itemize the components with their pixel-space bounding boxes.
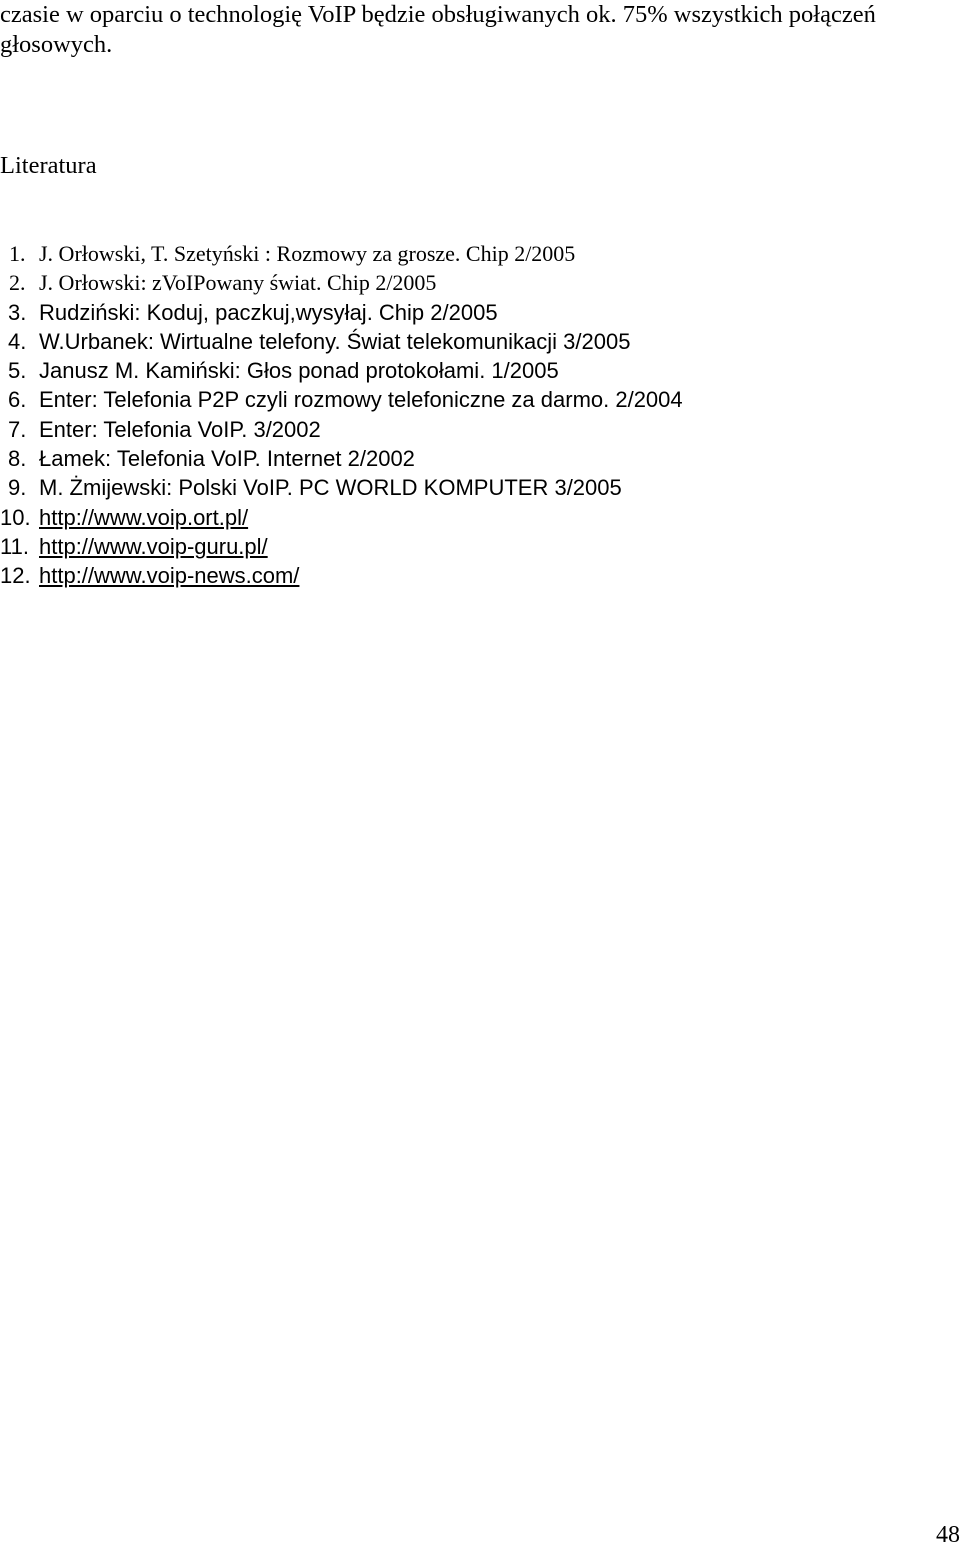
reference-link-voip-guru[interactable]: http://www.voip-guru.pl/ — [39, 533, 268, 559]
reference-link-voip-ort[interactable]: http://www.voip.ort.pl/ — [39, 504, 249, 530]
reference-number: 11. — [0, 533, 29, 559]
reference-text: M. Żmijewski: Polski VoIP. PC WORLD KOMPUTER 3/2005 — [39, 475, 622, 501]
reference-number: 2. — [9, 270, 26, 296]
reference-number: 5. — [8, 358, 27, 384]
intro-paragraph: czasie w oparciu o technologię VoIP będzie obsługiwanych ok. 75% wszystkich połączeń głosowych. — [0, 1, 876, 58]
reference-text: J. Orłowski, T. Szetyński : Rozmowy za grosze. Chip 2/2005 — [39, 241, 576, 266]
reference-text: W.Urbanek: Wirtualne telefony. Świat telekomunikacji 3/2005 — [39, 328, 631, 354]
reference-number: 9. — [8, 475, 27, 501]
reference-item-5 — [0, 356, 683, 385]
page-number: 48 — [936, 1522, 960, 1548]
reference-item-11 — [0, 532, 683, 561]
reference-number: 3. — [8, 299, 27, 325]
reference-number: 12. — [0, 563, 31, 589]
reference-number: 7. — [8, 416, 27, 442]
reference-item-3 — [0, 298, 683, 327]
reference-link-voip-news[interactable]: http://www.voip-news.com/ — [39, 563, 300, 589]
reference-item-2 — [0, 268, 683, 297]
reference-item-12 — [0, 561, 683, 590]
reference-item-8 — [0, 444, 683, 473]
section-heading-literatura: Literatura — [0, 152, 97, 179]
reference-number: 10. — [0, 504, 31, 530]
reference-number: 6. — [8, 387, 27, 413]
reference-text: Rudziński: Koduj, paczkuj,wysyłaj. Chip 2/2005 — [39, 299, 498, 325]
reference-item-9 — [0, 473, 683, 502]
reference-text: Enter: Telefonia P2P czyli rozmowy telefoniczne za darmo. 2/2004 — [39, 387, 683, 413]
reference-number: 4. — [8, 328, 27, 354]
reference-item-6 — [0, 385, 683, 414]
reference-item-4 — [0, 327, 683, 356]
reference-text: J. Orłowski: zVoIPowany świat. Chip 2/2005 — [39, 270, 437, 296]
reference-text: Janusz M. Kamiński: Głos ponad protokołami. 1/2005 — [39, 358, 559, 384]
reference-number: 8. — [8, 446, 27, 472]
reference-item-1 — [0, 239, 683, 268]
reference-text: Enter: Telefonia VoIP. 3/2002 — [39, 416, 321, 442]
reference-text: Łamek: Telefonia VoIP. Internet 2/2002 — [39, 446, 415, 472]
reference-list — [0, 239, 683, 591]
reference-item-7 — [0, 415, 683, 444]
reference-number: 1. — [9, 241, 26, 266]
reference-item-10 — [0, 503, 683, 532]
